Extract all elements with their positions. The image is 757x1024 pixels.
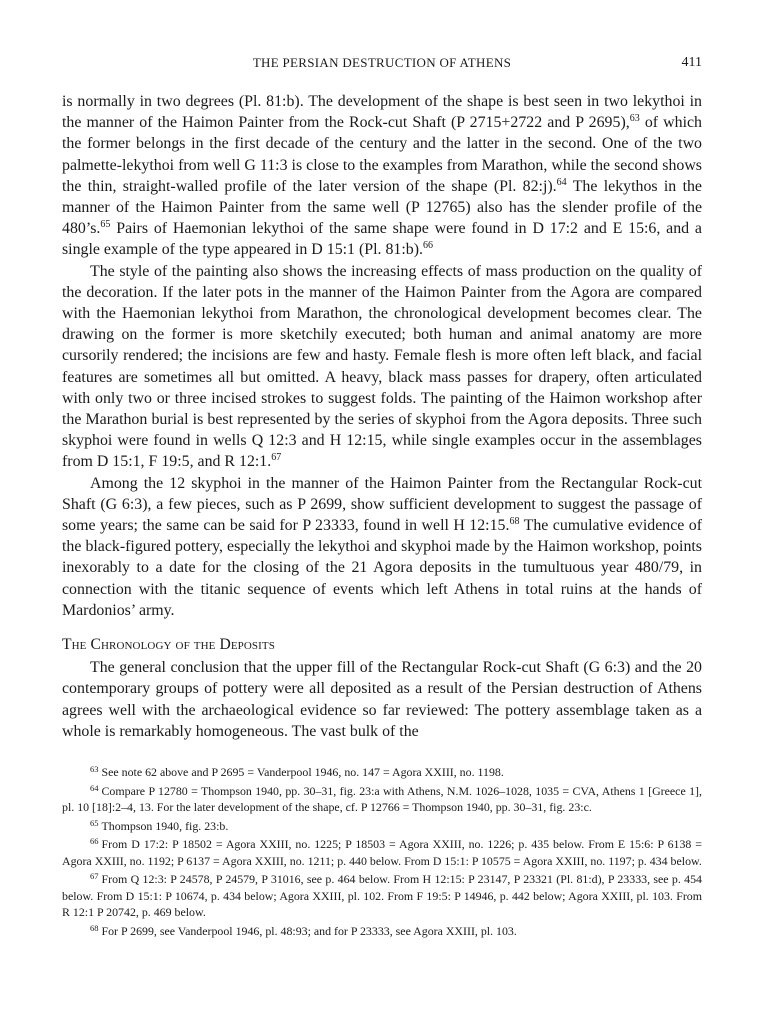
footnote-number: 63: [90, 764, 99, 774]
footnote-ref: 64: [556, 176, 567, 188]
text-run: The lekythos in the manner of the Haimon Painter from the same well (P 12765) also has the slender profile of the 480’s.: [62, 177, 702, 238]
footnotes: [62, 764, 702, 941]
footnote-ref: 63: [629, 113, 640, 125]
page-number: 411: [681, 55, 702, 70]
footnote-text: From D 17:2: P 18502 = Agora XXIII, no. 1225; P 18503 = Agora XXIII, no. 1226; p. 435 below. From E 15:6: P 6138 = Agora XXIII, no. 1192; P 6137 = Agora XXIII, no. 1211; p. 440 below. From D 15:1: P 10575 = Agora XXIII, no. 1197; p. 434 below.: [62, 837, 702, 868]
footnote: [62, 783, 702, 816]
footnote: [62, 818, 702, 835]
footnote-number: 68: [90, 922, 99, 933]
footnote: [62, 764, 702, 781]
footnote-text: Compare P 12780 = Thompson 1940, pp. 30–31, fig. 23:a with Athens, N.M. 1026–1028, 1035 = CVA, Athens 1 [Greece 1], pl. 10 [18]:2–4, 13. For the later development of the shape, cf. P 12766 = Thompson 1940, pp. 30–31, fig. 23:c.: [62, 783, 702, 814]
footnote: [62, 836, 702, 869]
footnote-ref: 66: [422, 240, 433, 252]
footnote-number: 64: [90, 782, 99, 793]
footnote-text: From Q 12:3: P 24578, P 24579, P 31016, see p. 464 below. From H 12:15: P 23147, P 23321 (Pl. 81:d), P 23333, see p. 454 below. From D 15:1: P 10674, p. 434 below; Agora XXIII, pl. 102. From F 19:5: P 14946, p. 442 below; Agora XXIII, pl. 103. From R 12:1 P 20742, p. 469 below.: [62, 872, 702, 919]
footnote: [62, 871, 702, 921]
footnote: [62, 923, 702, 940]
main-text: [62, 91, 702, 742]
page-header: [62, 55, 702, 75]
footnote-number: 67: [90, 871, 99, 881]
footnote-ref: 68: [509, 516, 520, 528]
footnote-ref: 65: [100, 219, 111, 231]
text-run: Among the 12 skyphoi in the manner of the Haimon Painter from the Rectangular Rock-cut Shaft (G 6:3), a few pieces, such as P 2699, show sufficient development to suggest the passage of some years; the same can be said for P 23333, found in well H 12:15.: [62, 474, 702, 535]
paragraph: The general conclusion that the upper fill of the Rectangular Rock-cut Shaft (G 6:3) and the 20 contemporary groups of pottery were all deposited as a result of the Persian destruction of Athens agrees well with the archaeological evidence so far reviewed: The pottery assemblage taken as a whole is remarkably homogeneous. The vast bulk of the: [62, 659, 702, 740]
text-run: Pairs of Haemonian lekythoi of the same shape were found in D 17:2 and E 15:6, and a single example of the type appeared in D 15:1 (Pl. 81:b).: [62, 220, 702, 259]
paragraph: [62, 91, 702, 261]
text-run: The style of the painting also shows the increasing effects of mass production on the quality of the decoration. If the later pots in the manner of the Haimon Painter from the Agora are compared with the Haemonian lekythoi from Marathon, the chronological development becomes clear. The drawing on the former is more sketchily executed; both human and animal anatomy are more cursorily rendered; the incisions are few and hasty. Female flesh is more often left black, and facial features are sometimes all but omitted. A heavy, black mass passes for drapery, often articulated with only two or three incised strokes to suggest folds. The painting of the Haimon workshop after the Marathon burial is best represented by the series of skyphoi from the Agora deposits. Three such skyphoi were found in wells Q 12:3 and H 12:15, while single examples occur in the assemblages from D 15:1, F 19:5, and R 12:1.: [62, 262, 702, 471]
footnote-ref: 67: [271, 452, 282, 464]
section-heading: The Chronology of the Deposits: [62, 636, 275, 654]
footnote-text: See note 62 above and P 2695 = Vanderpool 1946, no. 147 = Agora XXIII, no. 1198.: [101, 765, 504, 779]
running-title: THE PERSIAN DESTRUCTION OF ATHENS: [252, 55, 512, 70]
text-run: of which the former belongs in the first decade of the century and the latter in the second. One of the two palmette-lekythoi from well G 11:3 is close to the examples from Marathon, while the second shows the thin, straight-walled profile of the later version of the shape (Pl. 82:j).: [62, 114, 702, 195]
text-run: The cumulative evidence of the black-figured pottery, especially the lekythoi and skyphoi made by the Haimon workshop, points inexorably to a date for the closing of the 21 Agora deposits in the tumultuous year 480/79, in connection with the titanic sequence of events which left Athens in total ruins at the hands of Mardonios’ army.: [62, 517, 703, 619]
footnote-number: 65: [90, 817, 99, 828]
footnote-number: 66: [90, 836, 99, 846]
paragraph: [62, 261, 702, 473]
paragraph: [62, 473, 702, 621]
footnote-text: Thompson 1940, fig. 23:b.: [101, 818, 229, 833]
footnote-text: For P 2699, see Vanderpool 1946, pl. 48:93; and for P 23333, see Agora XXIII, pl. 103.: [101, 923, 517, 938]
text-run: is normally in two degrees (Pl. 81:b). The development of the shape is best seen in two lekythoi in the manner of the Haimon Painter from the Rock-cut Shaft (P 2715+2722 and P 2695),: [62, 93, 702, 132]
